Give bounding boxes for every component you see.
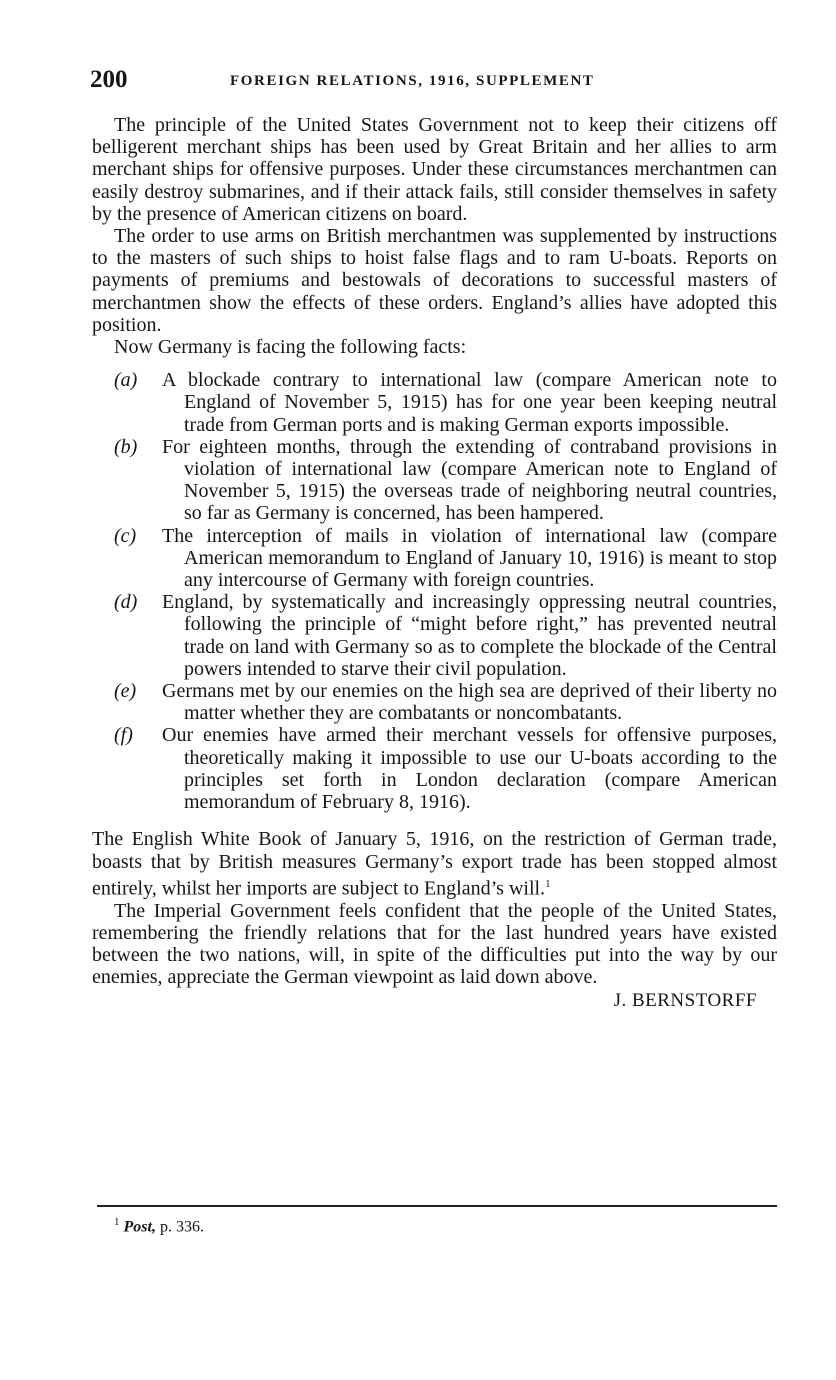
fact-item-c [114,525,777,592]
fact-item-e [114,680,777,724]
fact-item-f [114,724,777,813]
footnote-ref: 1 [545,877,551,890]
facts-list [92,369,777,813]
footnote-source: Post, [123,1218,156,1236]
fact-item-a [114,369,777,436]
fact-text: Our enemies have armed their merchant vessels for offensive purposes, theoretically making it impossible to use our U-boats according to the principles set forth in London declaration (compare American memorandum of February 8, 1916). [162,724,777,814]
fact-label: (e) [114,680,137,703]
paragraph-white-book: The English White Book of January 5, 1916, on the restriction of German trade, boasts that by British measures Germany’s export trade has been stopped almost entirely, whilst her imports are subject to England’s will.$^1$ [92,828,777,900]
footnote-marker: 1 [114,1216,120,1228]
page-number: 200 [90,66,128,93]
signature: J. BERNSTORFF [613,990,757,1012]
fact-text: The interception of mails in violation of international law (compare American memorandum to England of January 10, 1916) is meant to stop any intercourse of Germany with foreign countries. [162,524,777,592]
fact-text: England, by systematically and increasingly oppressing neutral countries, following the principle of “might before right,” has prevented neutral trade on land with Germany so as to complete the blockade of the Central powers intended to starve their civil population. [162,591,777,680]
page-header [90,66,780,98]
fact-item-d [114,591,777,680]
fact-item-b [114,436,777,525]
fact-label: (d) [114,591,138,614]
paragraph-conclusion: The Imperial Government feels confident that the people of the United States, remembering the friendly relations that for the last hundred years have existed between the two nations, will, in spite of the difficulties put into the way by our enemies, appreciate the German viewpoint as laid down above. [92,899,777,989]
paragraph-order: The order to use arms on British merchantmen was supplemented by instructions to the masters of such ships to hoist false flags and to ram U-boats. Reports on payments of premiums and bestowals of decorations to successful masters of merchantmen show the effects of these orders. England’s allies have adopted this position. [92,225,777,336]
body-text [92,114,777,1013]
paragraph-principle: The principle of the United States Government not to keep their citizens off belligerent merchant ships has been used by Great Britain and her allies to arm merchant ships for offensive purposes. Under these circumstances merchantmen can easily destroy submarines, and if their attack fails, still consider themselves in safety by the presence of American citizens on board. [92,114,777,225]
paragraph-facts-intro: Now Germany is facing the following facts: [114,336,467,359]
fact-label: (c) [114,524,137,547]
footnote [114,1216,204,1236]
fact-text: For eighteen months, through the extending of contraband provisions in violation of international law (compare American note to England of November 5, 1915) the overseas trade of neighboring neutral countries, so far as Germany is concerned, has been hampered. [162,435,777,525]
running-head: FOREIGN RELATIONS, 1916, SUPPLEMENT [230,73,595,89]
fact-text: A blockade contrary to international law (compare American note to England of November 5, 1915) has for one year been keeping neutral trade from German ports and is making German exports impossible. [162,369,777,436]
fact-label: (f) [114,724,133,747]
fact-text: Germans met by our enemies on the high sea are deprived of their liberty no matter whether they are combatants or noncombatants. [162,680,777,725]
fact-label: (b) [114,435,138,458]
footnote-page: p. 336. [159,1218,204,1236]
footnote-rule [97,1205,777,1207]
fact-label: (a) [114,369,138,392]
